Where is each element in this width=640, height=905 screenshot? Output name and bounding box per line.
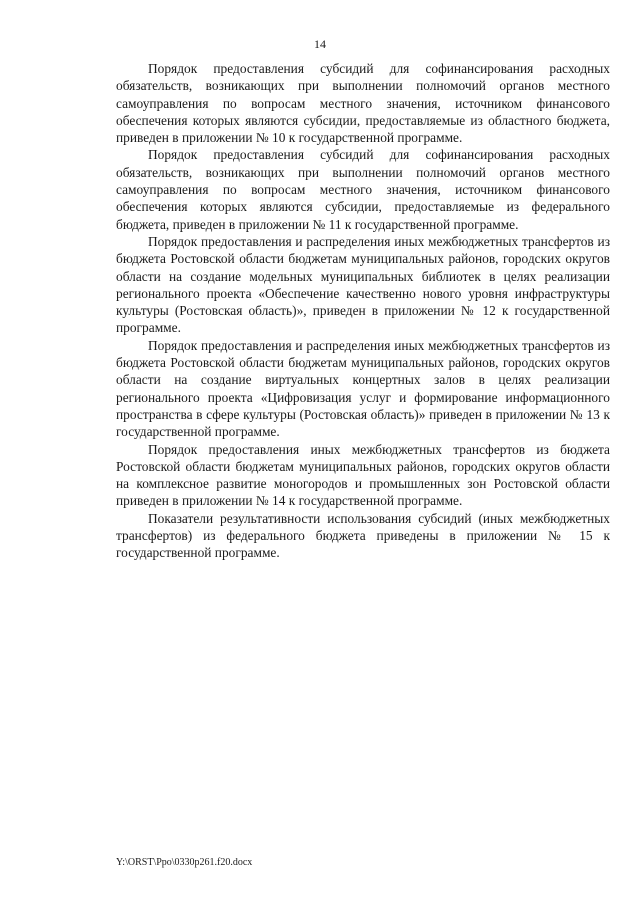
document-body (116, 60, 610, 562)
page-number: 14 (314, 37, 326, 51)
paragraph-appendix-15: Показатели результативности использования субсидий (иных межбюджетных трансфертов) из федерального бюджета приведены в приложении № 15 к государственной программе. (116, 510, 610, 561)
paragraph-appendix-12: Порядок предоставления и распределения иных межбюджетных трансфертов из бюджета Ростовской области бюджетам муниципальных районов, городских округов области на создание модельных муниципальных библиотек в целях реализации регионального проекта «Обеспечение качественно нового уровня инфраструктуры культуры (Ростовская область)», приведен в приложении № 12 к государственной программе. (116, 233, 610, 336)
paragraph-appendix-14: Порядок предоставления иных межбюджетных трансфертов из бюджета Ростовской области бюджетам муниципальных районов, городских округов области на комплексное развитие моногородов и промышленных зон Ростовской области приведен в приложении № 14 к государственной программе. (116, 441, 610, 509)
footer-file-path: Y:\ORST\Ppo\0330p261.f20.docx (116, 857, 253, 868)
paragraph-appendix-13: Порядок предоставления и распределения иных межбюджетных трансфертов из бюджета Ростовской области бюджетам муниципальных районов, городских округов области на создание виртуальных концертных залов в целях реализации регионального проекта «Цифровизация услуг и формирование информационного пространства в сфере культуры (Ростовская область)» приведен в приложении № 13 к государственной программе. (116, 337, 610, 440)
paragraph-appendix-11: Порядок предоставления субсидий для софинансирования расходных обязательств, возникающих при выполнении полномочий органов местного самоуправления по вопросам местного значения, источником финансового обеспечения которых являются субсидии, предоставляемые из федерального бюджета, приведен в приложении № 11 к государственной программе. (116, 147, 610, 232)
paragraph-appendix-10: Порядок предоставления субсидий для софинансирования расходных обязательств, возникающих при выполнении полномочий органов местного самоуправления по вопросам местного значения, источником финансового обеспечения которых являются субсидии, предоставляемые из областного бюджета, приведен в приложении № 10 к государственной программе. (116, 61, 610, 146)
